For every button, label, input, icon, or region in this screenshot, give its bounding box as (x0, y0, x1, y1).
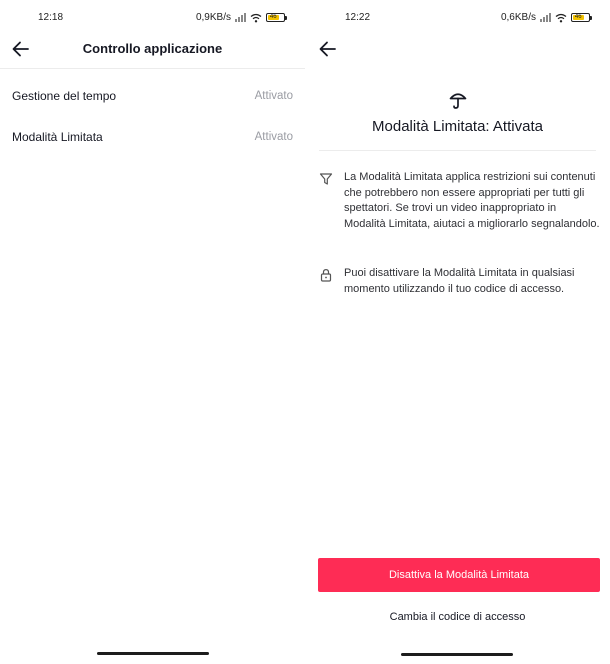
network-speed: 0,6KB/s (500, 12, 536, 23)
info-restrictions (319, 170, 600, 232)
lock-icon (319, 268, 333, 282)
status-time: 12:18 (38, 12, 64, 23)
signal-icon (235, 13, 246, 22)
setting-label: Modalità Limitata (12, 130, 103, 144)
status-bar (305, 10, 610, 26)
info-text: La Modalità Limitata applica restrizioni sui contenuti che potrebbero non essere appropriati per tutti gli spettatori. Se trovi un video inappropriato in Modalità Limitata, aiutaci a migliorarlo segnalandolo. (344, 171, 600, 230)
info-text: Puoi disattivare la Modalità Limitata in qualsiasi momento utilizzando il tuo codice di accesso. (344, 267, 575, 295)
info-passcode (319, 266, 600, 297)
home-indicator[interactable] (401, 653, 513, 656)
signal-icon (540, 13, 551, 22)
restricted-mode-title: Modalità Limitata: Attivata (372, 118, 543, 135)
status-time: 12:22 (345, 12, 371, 23)
battery-icon: 46 (571, 13, 590, 22)
header-divider (0, 68, 305, 69)
page-title: Controllo applicazione (82, 41, 223, 56)
restricted-mode-screen (305, 0, 610, 664)
filter-icon (319, 172, 333, 186)
back-arrow-icon[interactable] (317, 38, 339, 60)
setting-row-restricted-mode[interactable] (12, 127, 293, 147)
battery-icon: 46 (266, 13, 285, 22)
section-divider (319, 150, 596, 151)
disable-restricted-mode-button[interactable]: Disattiva la Modalità Limitata (318, 558, 600, 592)
change-passcode-link[interactable]: Cambia il codice di accesso (389, 611, 526, 623)
wifi-icon (250, 13, 262, 23)
setting-status: Attivato (254, 90, 293, 102)
status-bar (0, 10, 305, 26)
network-speed: 0,9KB/s (195, 12, 231, 23)
setting-status: Attivato (254, 131, 293, 143)
wifi-icon (555, 13, 567, 23)
setting-row-time-management[interactable] (12, 86, 293, 106)
umbrella-icon (448, 90, 468, 110)
setting-label: Gestione del tempo (12, 89, 117, 103)
home-indicator[interactable] (97, 652, 209, 655)
